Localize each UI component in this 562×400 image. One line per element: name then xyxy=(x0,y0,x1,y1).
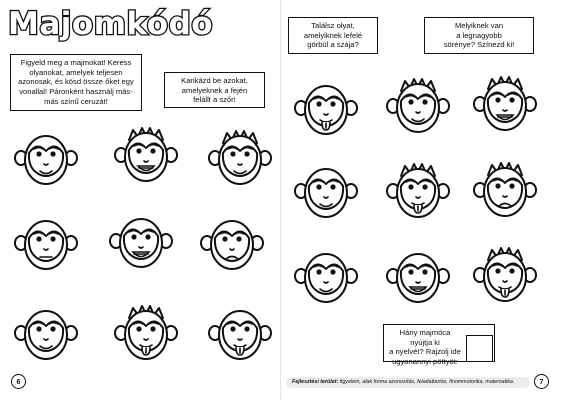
question-box-frown: Találsz olyat, amelyiknek lefelé görbül a szája? xyxy=(288,17,378,54)
monkey-face[interactable] xyxy=(295,164,357,220)
monkey-face[interactable] xyxy=(387,164,449,220)
monkey-face[interactable] xyxy=(15,306,77,362)
monkey-face[interactable] xyxy=(474,248,536,304)
monkey-face[interactable] xyxy=(201,216,263,272)
dot-answer-box[interactable] xyxy=(466,335,493,362)
footer-text: figyelem, alak forma azonosítás, feladattartás, finommotorika, matematika. xyxy=(339,379,515,385)
monkey-face[interactable] xyxy=(115,128,177,184)
page-title: Majomkódó xyxy=(8,6,214,42)
page-number-left: 6 xyxy=(11,374,26,389)
monkey-face[interactable] xyxy=(209,131,271,187)
monkey-face[interactable] xyxy=(110,214,172,270)
monkey-face[interactable] xyxy=(474,77,536,133)
footer-label: Fejlesztési terület: xyxy=(292,379,339,385)
monkey-face[interactable] xyxy=(209,306,271,362)
page-number-right: 7 xyxy=(534,374,549,389)
page-gutter xyxy=(280,0,281,400)
monkey-face[interactable] xyxy=(387,249,449,305)
instruction-box-circle: Karikázd be azokat, amelyeknek a fején felállt a szőr! xyxy=(164,72,265,108)
monkey-face[interactable] xyxy=(295,81,357,137)
monkey-face[interactable] xyxy=(115,306,177,362)
monkey-face[interactable] xyxy=(295,249,357,305)
question-box-mane: Melyiknek van a legnagyobb sörénye? Színezd ki! xyxy=(424,17,534,54)
question-box-tongue: Hány majmóca nyújtja ki a nyelvét? Rajzolj ide ugyanannyi pöttyöt: xyxy=(383,324,495,362)
monkey-face[interactable] xyxy=(15,216,77,272)
instruction-box-match: Figyeld meg a majmokat! Keress olyanokat, amelyek teljesen azonosak, és kösd össze őket egy vonallal! Páronként használj más- más színű ceruzát! xyxy=(10,54,142,111)
monkey-face[interactable] xyxy=(387,79,449,135)
footer-development-area xyxy=(286,377,530,388)
monkey-face[interactable] xyxy=(15,131,77,187)
monkey-face[interactable] xyxy=(474,163,536,219)
